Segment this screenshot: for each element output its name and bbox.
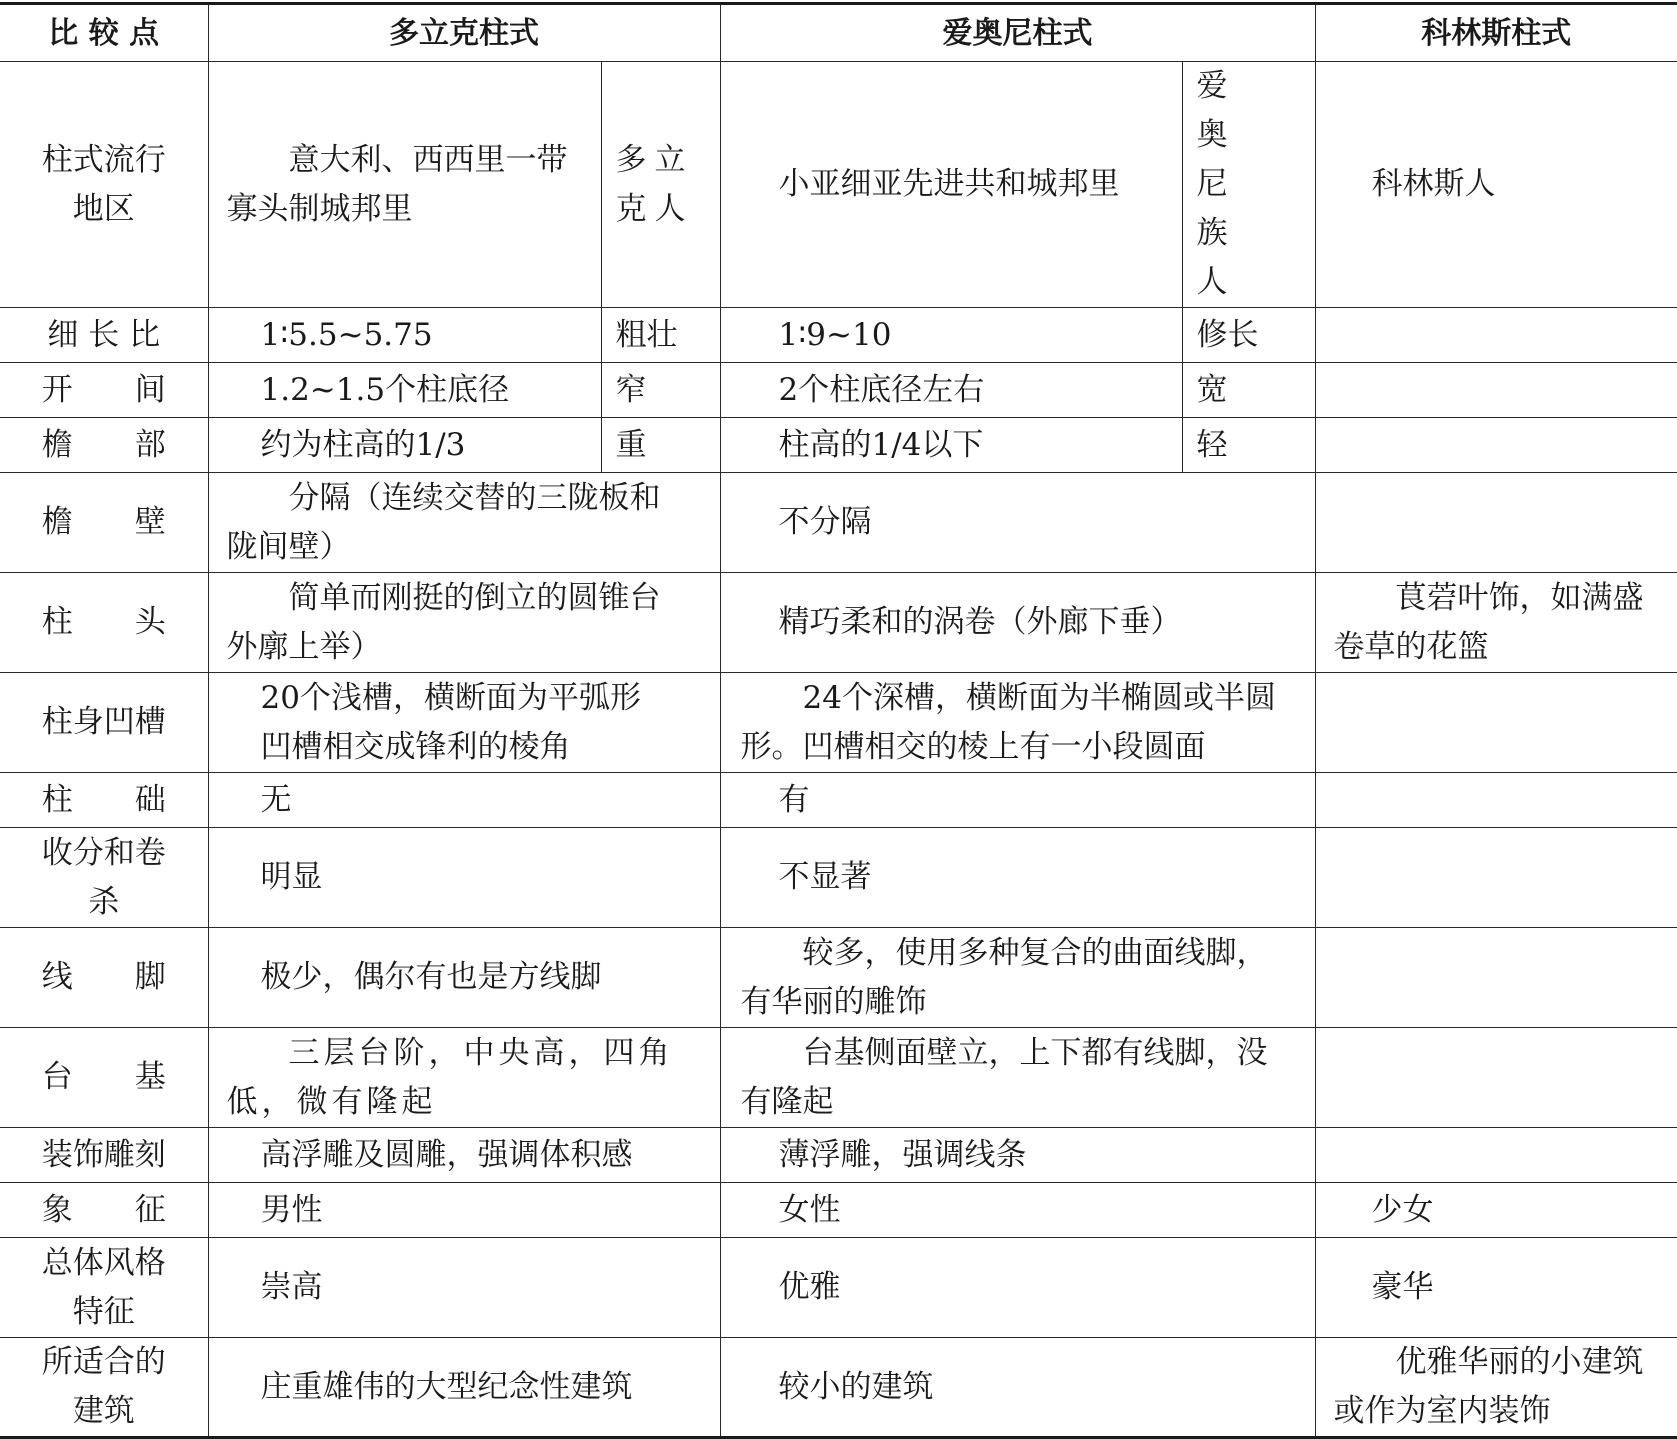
table-row-capital [0,573,1677,673]
row-label: 檐 部 [0,418,208,473]
doric-note-cell: 多立 克人 [601,62,720,308]
doric-cell: 1∶5.5~5.75 [208,308,601,363]
ionic-cell: 2个柱底径左右 [720,363,1182,418]
row-label: 收分和卷 杀 [0,828,208,928]
table-row-eave [0,418,1677,473]
table-row-spacing [0,363,1677,418]
doric-cell: 20个浅槽，横断面为平弧形 凹槽相交成锋利的棱角 [208,673,720,773]
row-label: 象 征 [0,1183,208,1238]
table-row-molding [0,928,1677,1028]
doric-cell: 无 [208,773,720,828]
doric-cell: 分隔（连续交替的三陇板和 陇间壁） [208,473,720,573]
ionic-cell: 较多，使用多种复合的曲面线脚， 有华丽的雕饰 [720,928,1315,1028]
ionic-note-cell: 修长 [1182,308,1315,363]
ionic-cell: 1∶9~10 [720,308,1182,363]
corinthian-cell: 豪华 [1315,1238,1677,1338]
corinthian-cell: 茛菪叶饰，如满盛 卷草的花篮 [1315,573,1677,673]
corinthian-cell: 少女 [1315,1183,1677,1238]
table-row-carving [0,1128,1677,1183]
corinthian-cell: 优雅华丽的小建筑 或作为室内装饰 [1315,1338,1677,1438]
doric-cell: 极少，偶尔有也是方线脚 [208,928,720,1028]
table-row-region [0,62,1677,308]
doric-cell: 约为柱高的1/3 [208,418,601,473]
header-ionic: 爱奥尼柱式 [720,4,1315,62]
header-row [0,4,1677,62]
header-comparison-point: 比 较 点 [0,4,208,62]
ionic-cell: 24个深槽，横断面为半椭圆或半圆 形。凹槽相交的棱上有一小段圆面 [720,673,1315,773]
table-row-platform [0,1028,1677,1128]
ionic-cell: 不分隔 [720,473,1315,573]
ionic-cell: 女性 [720,1183,1315,1238]
doric-cell: 明显 [208,828,720,928]
corinthian-cell [1315,673,1677,773]
header-corinthian: 科林斯柱式 [1315,4,1677,62]
ionic-cell: 薄浮雕，强调线条 [720,1128,1315,1183]
ionic-cell: 小亚细亚先进共和城邦里 [720,62,1182,308]
ionic-cell: 较小的建筑 [720,1338,1315,1438]
table-row-ratio [0,308,1677,363]
corinthian-cell [1315,473,1677,573]
doric-cell: 三层台阶，中央高，四角 低，微有隆起 [208,1028,720,1128]
corinthian-cell [1315,1128,1677,1183]
corinthian-cell [1315,828,1677,928]
row-label: 柱 头 [0,573,208,673]
ionic-cell: 台基侧面壁立，上下都有线脚，没 有隆起 [720,1028,1315,1128]
table-row-flute [0,673,1677,773]
ionic-cell: 柱高的1/4以下 [720,418,1182,473]
doric-note-cell: 粗壮 [601,308,720,363]
table-row-symbol [0,1183,1677,1238]
ionic-cell: 优雅 [720,1238,1315,1338]
table-row-base [0,773,1677,828]
row-label: 装饰雕刻 [0,1128,208,1183]
header-doric: 多立克柱式 [208,4,720,62]
ionic-cell: 有 [720,773,1315,828]
ionic-cell: 精巧柔和的涡卷（外廊下垂） [720,573,1315,673]
row-label: 柱 础 [0,773,208,828]
doric-cell: 高浮雕及圆雕，强调体积感 [208,1128,720,1183]
doric-cell: 庄重雄伟的大型纪念性建筑 [208,1338,720,1438]
corinthian-cell [1315,418,1677,473]
row-label: 柱身凹槽 [0,673,208,773]
doric-cell: 简单而刚挺的倒立的圆锥台 外廓上举） [208,573,720,673]
doric-note-cell: 重 [601,418,720,473]
doric-cell: 1.2~1.5个柱底径 [208,363,601,418]
corinthian-cell: 科林斯人 [1315,62,1677,308]
corinthian-cell [1315,363,1677,418]
doric-cell: 意大利、西西里一带 寡头制城邦里 [208,62,601,308]
corinthian-cell [1315,928,1677,1028]
row-label: 柱式流行 地区 [0,62,208,308]
row-label: 台 基 [0,1028,208,1128]
row-label: 细 长 比 [0,308,208,363]
doric-note-cell: 窄 [601,363,720,418]
corinthian-cell [1315,1028,1677,1128]
ionic-note-cell: 宽 [1182,363,1315,418]
row-label: 开 间 [0,363,208,418]
table-row-frieze [0,473,1677,573]
ionic-note-cell: 爱 奥 尼 族 人 [1182,62,1315,308]
table-row-suited [0,1338,1677,1438]
ionic-cell: 不显著 [720,828,1315,928]
column-order-comparison-table [0,2,1677,1439]
doric-cell: 崇高 [208,1238,720,1338]
corinthian-cell [1315,308,1677,363]
ionic-note-cell: 轻 [1182,418,1315,473]
row-label: 总体风格 特征 [0,1238,208,1338]
row-label: 线 脚 [0,928,208,1028]
corinthian-cell [1315,773,1677,828]
table-row-style [0,1238,1677,1338]
row-label: 檐 壁 [0,473,208,573]
doric-cell: 男性 [208,1183,720,1238]
row-label: 所适合的 建筑 [0,1338,208,1438]
table-row-entasis [0,828,1677,928]
